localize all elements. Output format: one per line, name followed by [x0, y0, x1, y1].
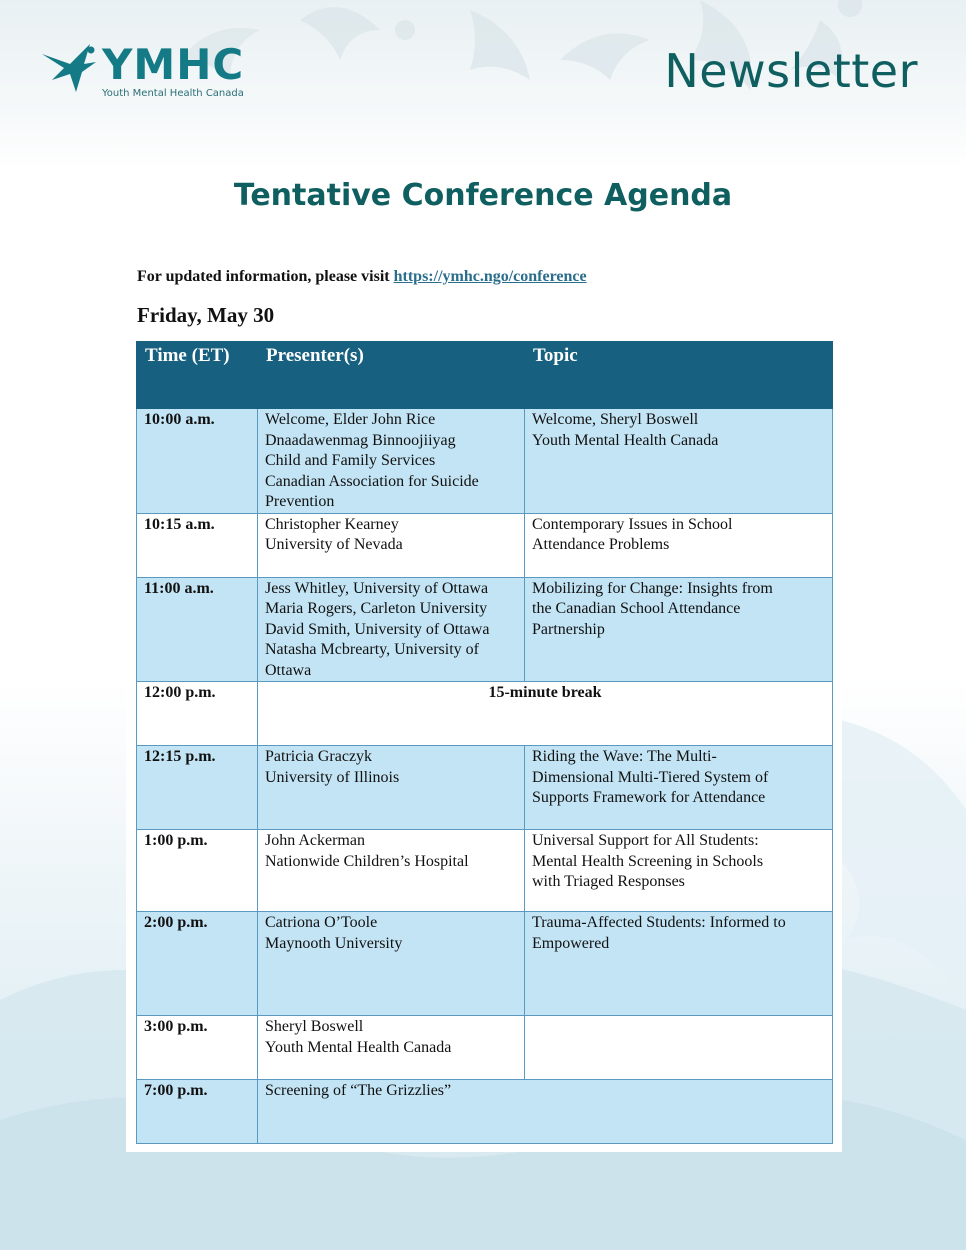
table-row	[137, 830, 833, 912]
time-cell: 7:00 p.m.	[137, 1080, 258, 1144]
topic-line: Attendance Problems	[532, 536, 670, 553]
header-time: Time (ET)	[137, 342, 258, 409]
topic-line: Contemporary Issues in School	[532, 515, 733, 533]
presenters-cell	[258, 746, 525, 830]
presenter-line: University of Nevada	[265, 536, 403, 553]
presenter-line: Sheryl Boswell	[265, 1018, 364, 1035]
presenter-line: Welcome, Elder John Rice	[265, 411, 436, 428]
topic-cell	[525, 1016, 833, 1080]
conference-link[interactable]: https://ymhc.ngo/conference	[393, 268, 587, 285]
break-cell: 15-minute break	[258, 682, 833, 746]
table-row	[137, 912, 833, 1016]
time-cell: 10:00 a.m.	[137, 409, 258, 514]
page-title: Tentative Conference Agenda	[233, 178, 733, 213]
bird-logo-icon	[40, 40, 98, 96]
time-cell: 12:15 p.m.	[137, 746, 258, 830]
presenters-cell	[258, 577, 525, 682]
presenters-cell	[258, 830, 525, 912]
topic-line: Mental Health Screening in Schools	[532, 852, 764, 870]
topic-line: Universal Support for All Students:	[532, 832, 759, 849]
presenter-line: Screening of “The Grizzlies”	[265, 1082, 452, 1099]
topic-line: Trauma-Affected Students: Informed to	[532, 914, 786, 931]
time-cell: 3:00 p.m.	[137, 1016, 258, 1080]
logo-subtitle: Youth Mental Health Canada	[102, 88, 244, 99]
topic-cell	[525, 746, 833, 830]
presenters-cell	[258, 1016, 525, 1080]
table-row	[137, 682, 833, 746]
topic-line: Supports Framework for Attendance	[532, 789, 766, 806]
time-cell: 2:00 p.m.	[137, 912, 258, 1016]
presenter-line: Jess Whitley, University of Ottawa	[265, 579, 489, 597]
topic-line: Partnership	[532, 620, 605, 638]
topic-line: Youth Mental Health Canada	[532, 431, 719, 449]
agenda-table	[136, 341, 833, 1144]
header-presenters: Presenter(s)	[258, 342, 525, 409]
header-topic: Topic	[525, 342, 833, 409]
table-header-row	[137, 342, 833, 409]
table-row	[137, 577, 833, 682]
presenter-line: John Ackerman	[265, 832, 365, 849]
table-row	[137, 1016, 833, 1080]
topic-cell	[525, 409, 833, 514]
info-line	[137, 268, 587, 286]
presenter-line: Youth Mental Health Canada	[265, 1038, 452, 1056]
topic-line: Dimensional Multi-Tiered System of	[532, 768, 769, 786]
table-row	[137, 409, 833, 514]
topic-line: the Canadian School Attendance	[532, 600, 741, 617]
topic-line: Riding the Wave: The Multi-	[532, 748, 717, 765]
topic-cell	[525, 577, 833, 682]
presenter-line: Child and Family Services	[265, 452, 436, 469]
ymhc-logo[interactable]	[40, 40, 260, 110]
newsletter-heading: Newsletter	[664, 44, 918, 98]
presenter-line: Natasha Mcbrearty, University of	[265, 641, 479, 658]
topic-cell	[525, 912, 833, 1016]
day-heading: Friday, May 30	[137, 303, 275, 327]
presenter-line: Christopher Kearney	[265, 515, 399, 533]
table-row	[137, 513, 833, 577]
table-row	[137, 1080, 833, 1144]
topic-line: with Triaged Responses	[532, 873, 685, 890]
time-cell: 1:00 p.m.	[137, 830, 258, 912]
presenter-line: Nationwide Children’s Hospital	[265, 852, 469, 870]
info-text: For updated information, please visit	[137, 268, 394, 285]
presenter-line: Prevention	[265, 493, 335, 510]
topic-line: Empowered	[532, 934, 610, 952]
presenter-line: Canadian Association for Suicide	[265, 472, 479, 490]
presenter-line: Maria Rogers, Carleton University	[265, 600, 488, 617]
logo-wordmark: YMHC	[102, 40, 245, 89]
table-row	[137, 746, 833, 830]
topic-line: Welcome, Sheryl Boswell	[532, 411, 699, 428]
presenters-cell	[258, 912, 525, 1016]
topic-line: Mobilizing for Change: Insights from	[532, 579, 773, 597]
presenters-cell	[258, 1080, 833, 1144]
presenter-line: Patricia Graczyk	[265, 748, 373, 765]
presenters-cell	[258, 513, 525, 577]
presenters-cell	[258, 409, 525, 514]
presenter-line: Dnaadawenmag Binnoojiiyag	[265, 431, 456, 449]
topic-cell	[525, 513, 833, 577]
presenter-line: David Smith, University of Ottawa	[265, 620, 490, 638]
presenter-line: University of Illinois	[265, 768, 400, 786]
time-cell: 12:00 p.m.	[137, 682, 258, 746]
presenter-line: Catriona O’Toole	[265, 914, 378, 931]
presenter-line: Ottawa	[265, 661, 312, 679]
topic-cell	[525, 830, 833, 912]
presenter-line: Maynooth University	[265, 934, 403, 952]
time-cell: 11:00 a.m.	[137, 577, 258, 682]
time-cell: 10:15 a.m.	[137, 513, 258, 577]
